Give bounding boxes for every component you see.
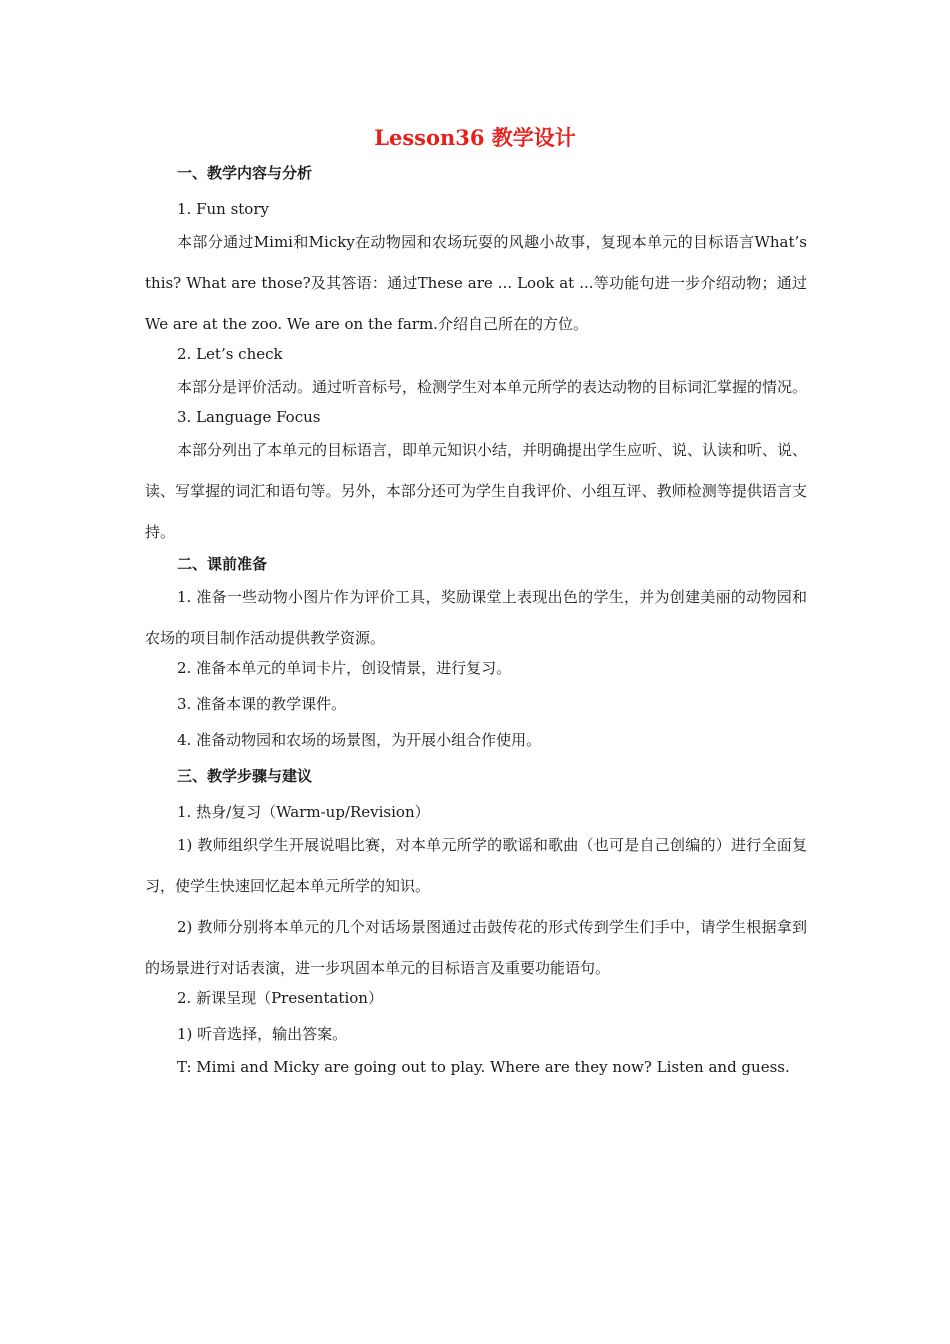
subheading-lets-check: 2. Let’s check (177, 345, 283, 363)
line-prep-4: 4. 准备动物园和农场的场景图，为开展小组合作使用。 (177, 731, 542, 749)
paragraph-warm-up-2: 2) 教师分别将本单元的几个对话场景图通过击鼓传花的形式传到学生们手中，请学生根据拿到的场景进行对话表演，进一步巩固本单元的目标语言及重要功能语句。 (145, 918, 807, 977)
subheading-fun-story: 1. Fun story (177, 200, 269, 218)
paragraph-fun-story: 本部分通过Mimi和Micky在动物园和农场玩耍的风趣小故事，复现本单元的目标语言What’s this? What are those?及其答语：通过These are ... Look at ...等功能句进一步介绍动物；通过We are at the zoo. We are on the farm.介绍自己所在的方位。 (145, 233, 807, 333)
paragraph-lets-check: 本部分是评价活动。通过听音标号，检测学生对本单元所学的表达动物的目标词汇掌握的情况。 (177, 378, 808, 396)
paragraph-dialogue: T: Mimi and Micky are going out to play. Where are they now? Listen and guess. (177, 1058, 790, 1076)
line-prep-2: 2. 准备本单元的单词卡片，创设情景，进行复习。 (177, 659, 512, 677)
subheading-warm-up: 1. 热身/复习（Warm-up/Revision） (177, 803, 430, 821)
paragraph-language-focus: 本部分列出了本单元的目标语言，即单元知识小结，并明确提出学生应听、说、认读和听、说、读、写掌握的词汇和语句等。另外，本部分还可为学生自我评价、小组互评、教师检测等提供语言支持。 (145, 441, 808, 541)
paragraph-warm-up-1: 1) 教师组织学生开展说唱比赛，对本单元所学的歌谣和歌曲（也可是自己创编的）进行全面复习，使学生快速回忆起本单元所学的知识。 (145, 836, 807, 895)
document-body (145, 160, 807, 1088)
subheading-language-focus: 3. Language Focus (177, 408, 321, 426)
document-title: Lesson36 教学设计 (374, 125, 576, 150)
line-prep-3: 3. 准备本课的教学课件。 (177, 695, 347, 713)
line-presentation-1: 1) 听音选择，输出答案。 (177, 1025, 348, 1043)
section-heading-content-analysis: 一、教学内容与分析 (177, 164, 313, 182)
section-heading-preparation: 二、课前准备 (177, 555, 268, 573)
subheading-presentation: 2. 新课呈现（Presentation） (177, 989, 383, 1007)
paragraph-prep-1: 1. 准备一些动物小图片作为评价工具，奖励课堂上表现出色的学生，并为创建美丽的动物园和农场的项目制作活动提供教学资源。 (145, 588, 807, 647)
section-heading-teaching-steps: 三、教学步骤与建议 (177, 767, 313, 785)
